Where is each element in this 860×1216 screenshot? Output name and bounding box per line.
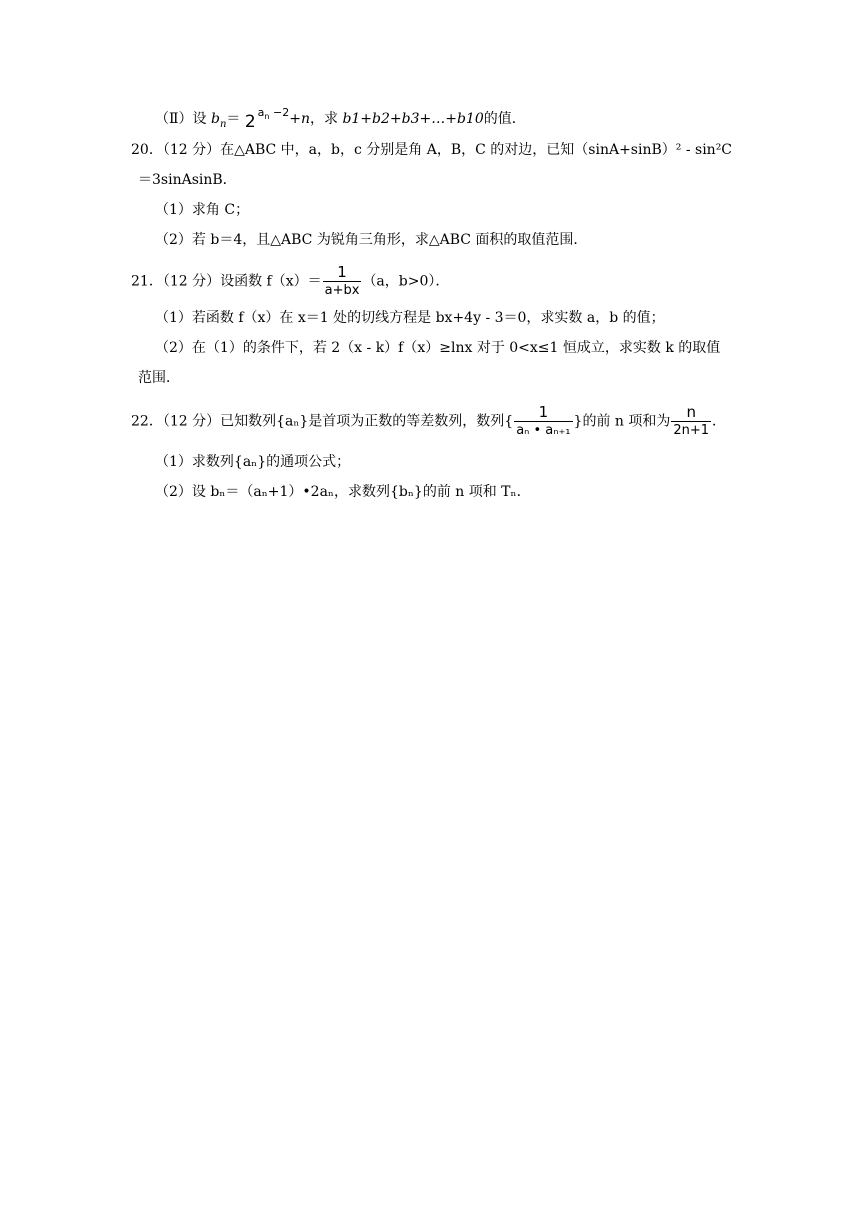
q22-frac2-den: 2n+1 [673, 423, 710, 438]
q22-number: 22． [131, 413, 163, 430]
q19-sum-expr: b1+b2+b3+…+b10 [342, 111, 484, 127]
q22-fraction-2 [671, 404, 711, 439]
q20-line1 [131, 140, 732, 160]
q21-part2-text2: 范围． [138, 370, 180, 386]
q22-frac1-num: 1 [538, 403, 549, 421]
q21-frac-num: 1 [337, 263, 347, 281]
q21-fraction [323, 264, 362, 299]
q19-part2-prefix: （Ⅱ）设 [155, 111, 207, 127]
q22-fraction-1 [514, 404, 572, 439]
q21-part2-line1 [155, 338, 720, 358]
q22-frac1-den: aₙ • aₙ₊₁ [516, 423, 571, 438]
q21-score: （12 分） [162, 273, 221, 290]
q21-stem-suffix: （a，b>0）． [362, 273, 450, 290]
q21-part1 [155, 308, 665, 328]
q19-pow-base: 2 [244, 112, 256, 132]
q22-part2-text: （2）设 bₙ＝（aₙ+1）•2aₙ，求数列{bₙ}的前 n 项和 Tₙ． [155, 484, 531, 500]
q21-part2-text1: （2）在（1）的条件下，若 2（x ‑ k）f（x）≥lnx 对于 0<x≤1 恒成立，求实数 k 的取值 [155, 340, 721, 356]
q19-power-expr [245, 108, 289, 130]
q22-part1-text: （1）求数列{aₙ}的通项公式； [155, 454, 351, 470]
q22-part1 [155, 452, 350, 472]
q20-stem-line1: 在△ABC 中，a，b，c 分别是角 A，B，C 的对边，已知（sinA+sinB）² ‑ sin²C [220, 142, 733, 158]
q19-var-sub: n [219, 118, 227, 130]
q22-stem-end: ． [712, 413, 727, 430]
q21-part2-line2 [138, 368, 180, 388]
q19-part2 [155, 108, 526, 130]
q21-part1-text: （1）若函数 f（x）在 x＝1 处的切线方程是 bx+4y ‑ 3＝0，求实数 a，b 的值； [155, 310, 665, 326]
q19-pow-exp-a: a [257, 106, 265, 119]
q21-frac-den: a+bx [324, 283, 360, 298]
q20-line2 [138, 170, 237, 190]
q21-number: 21． [131, 273, 163, 290]
q19-var-b: b [210, 111, 220, 127]
q20-part2 [155, 230, 587, 250]
q20-stem-line2: ＝3sinAsinB． [138, 172, 237, 188]
q19-plus: + [289, 111, 301, 127]
q21-stem-prefix: 设函数 f（x）＝ [220, 273, 322, 290]
q20-part1-text: （1）求角 C； [155, 202, 250, 218]
q19-pow-exp-rest: −2 [269, 106, 290, 119]
q22-stem [131, 404, 726, 439]
q22-part2 [155, 482, 531, 502]
q19-eq: ＝ [226, 111, 241, 127]
q19-n: n [300, 111, 310, 127]
q19-pow-exp-sub: n [264, 112, 270, 122]
q20-part2-text: （2）若 b＝4，且△ABC 为锐角三角形，求△ABC 面积的取值范围． [155, 232, 588, 248]
q19-ask: ，求 [309, 111, 343, 127]
q22-frac2-num: n [686, 403, 696, 421]
q22-stem-prefix: 已知数列{aₙ}是首项为正数的等差数列，数列{ [220, 413, 514, 430]
q21-stem [131, 264, 449, 299]
q19-end: 的值． [483, 111, 526, 127]
q20-number: 20． [131, 142, 163, 158]
q22-score: （12 分） [162, 413, 221, 430]
q22-stem-mid: }的前 n 项和为 [573, 413, 671, 430]
q20-part1 [155, 200, 249, 220]
q20-score: （12 分） [162, 142, 221, 158]
